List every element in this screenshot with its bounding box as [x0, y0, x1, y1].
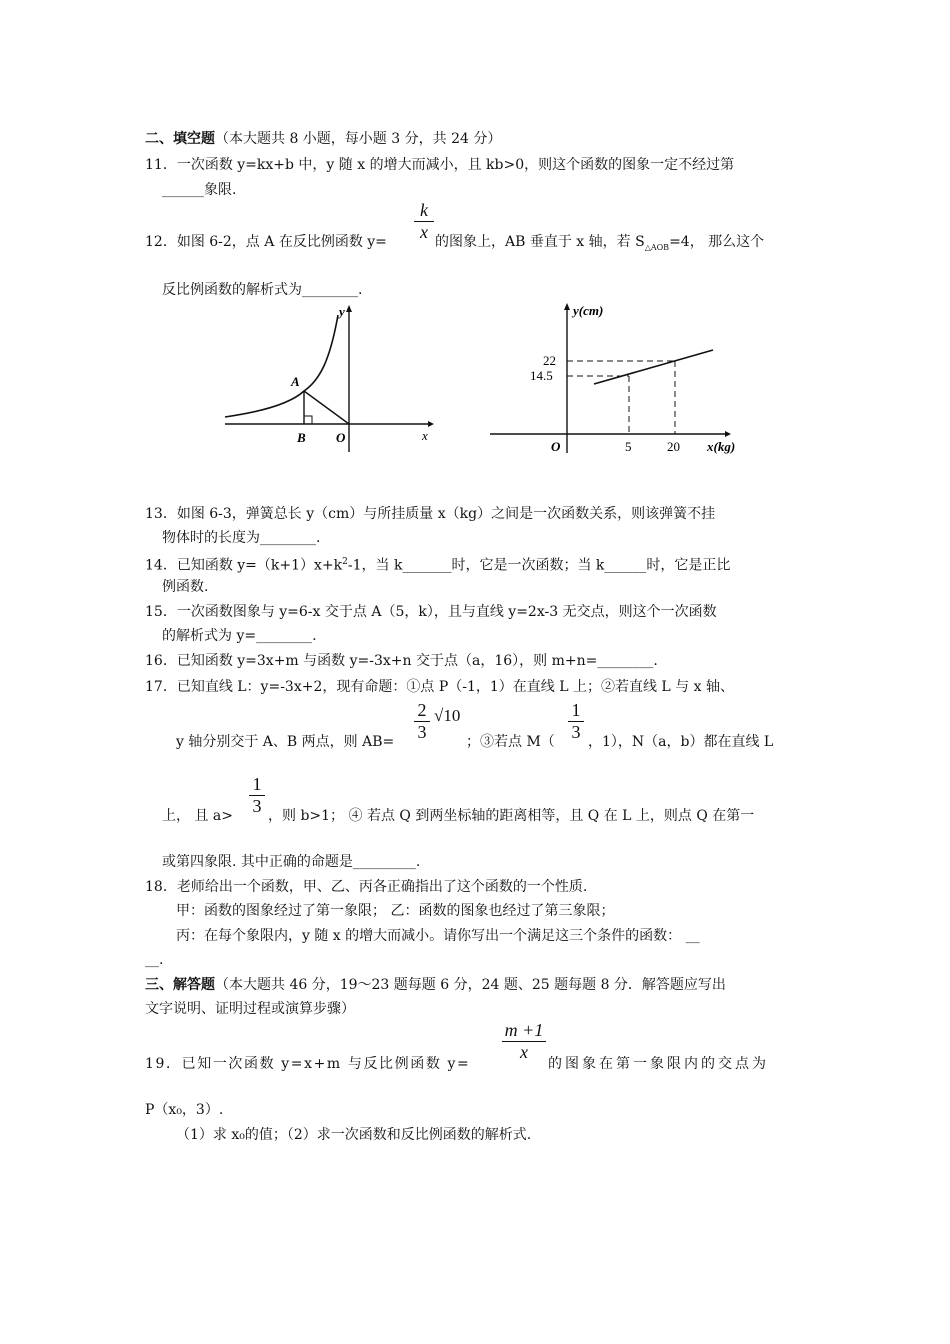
fig63-tick-145: 14.5: [530, 368, 553, 383]
fig62-y-arrow: [346, 305, 352, 312]
q14-line1a: 14．已知函数 y=（k+1）x+k: [145, 557, 343, 574]
fig62-label-b: B: [297, 430, 306, 445]
q19-line2: P（x₀，3）.: [145, 1102, 224, 1118]
q14-line1: [145, 553, 730, 575]
q19-frac-den: x: [502, 1041, 546, 1063]
fig63-y-arrow: [564, 303, 570, 310]
fig62-right-angle: [304, 416, 312, 424]
q17-line1: 17．已知直线 L：y=-3x+2，现有命题：①点 P（-1，1）在直线 L 上；②若直线 L 与 x 轴、: [145, 679, 734, 695]
q12-sub: △AOB: [644, 242, 670, 252]
section-2-heading: [145, 130, 501, 148]
fig63-data-line: [594, 350, 713, 384]
q17-frac1-den: 3: [414, 721, 430, 743]
q17-frac2-den: 3: [568, 721, 584, 743]
q17-line2a: y 轴分别交于 A、B 两点，则 AB=: [176, 734, 395, 750]
q12-line2: 反比例函数的解析式为________.: [162, 282, 363, 298]
q18-line3: 丙：在每个象限内，y 随 x 的增大而减小。请你写出一个满足这三个条件的函数： __: [176, 928, 700, 944]
q12-frac-den: x: [414, 221, 434, 243]
fig63-tick-20: 20: [667, 439, 680, 454]
section-2-note: （本大题共 8 小题，每小题 3 分，共 24 分）: [215, 131, 502, 147]
section-3-line2: 文字说明、证明过程或演算步骤）: [145, 1001, 355, 1017]
q14-line1b: -1，当 k_______时，它是一次函数；当 k______时，它是正比: [347, 557, 731, 574]
fig63-tick-22: 22: [543, 353, 556, 368]
q17-frac2: [568, 700, 584, 743]
q13-line1: 13．如图 6-3，弹簧总长 y（cm）与所挂质量 x（kg）之间是一次函数关系，则该弹簧不挂: [145, 506, 716, 522]
q12-line1c: =4， 那么这个: [669, 234, 765, 250]
fig63-label-y: y(cm): [573, 303, 604, 318]
q19-line1a: 19．已知一次函数 y=x+m 与反比例函数 y=: [145, 1056, 471, 1072]
q15-line2: 的解析式为 y=________.: [162, 628, 317, 644]
q17-frac2-num: 1: [571, 700, 581, 720]
fig62-label-o: O: [336, 430, 346, 445]
fig63-label-x: x(kg): [707, 439, 736, 454]
q14-line2: 例函数.: [162, 579, 209, 595]
q17-frac1-num: 2: [417, 700, 427, 720]
q12-line1a: 12．如图 6-2，点 A 在反比例函数 y=: [145, 234, 387, 250]
fig62-curve: [225, 315, 338, 417]
section-3-note: （本大题共 46 分，19～23 题每题 6 分，24 题、25 题每题 8 分．解答题应写出: [215, 977, 726, 993]
q17-frac3: [249, 774, 265, 817]
q19-fraction: [502, 1020, 546, 1063]
q12-line1b-wrap: [435, 233, 764, 257]
q17-sqrt: √10: [434, 706, 461, 725]
fig62-segment-ao: [304, 391, 349, 424]
q19-frac-num: m +1: [504, 1020, 544, 1040]
q18-line4: __.: [145, 952, 164, 968]
fig62-label-a: A: [291, 374, 300, 389]
q17-frac3-num: 1: [252, 774, 262, 794]
q11-line2: ______象限.: [162, 182, 237, 198]
q17-frac1: [414, 700, 430, 743]
section-3-title: 三、解答题: [145, 977, 215, 993]
q19-line3: （1）求 x₀的值；（2）求一次函数和反比例函数的解析式.: [176, 1127, 532, 1143]
q15-line1: 15．一次函数图象与 y=6-x 交于点 A（5，k），且与直线 y=2x-3 无交点，则这个一次函数: [145, 604, 717, 620]
q18-line1: 18．老师给出一个函数，甲、乙、丙各正确指出了这个函数的一个性质.: [145, 879, 588, 895]
fig62-label-x: x: [422, 428, 428, 443]
q17-line2b: ；③若点 M（: [466, 734, 555, 750]
section-2-title: 二、填空题: [145, 131, 215, 147]
q17-line4: 或第四象限. 其中正确的命题是_________.: [162, 854, 421, 870]
q12-line1b: 的图象上，AB 垂直于 x 轴，若 S: [435, 234, 645, 250]
q14-sup: 2: [342, 557, 348, 567]
q19-line1b: 的图象在第一象限内的交点为: [548, 1056, 769, 1072]
fig63-tick-5: 5: [625, 439, 632, 454]
section-3-heading: [145, 976, 726, 994]
fig63-x-arrow: [725, 431, 731, 437]
q17-line2c: ，1），N（a，b）都在直线 L: [588, 734, 774, 750]
q12-fraction: [414, 200, 434, 243]
fig62-label-y: y: [339, 304, 345, 319]
q17-line3a: 上， 且 a>: [162, 808, 233, 824]
q17-line3b: ，则 b>1； ④ 若点 Q 到两坐标轴的距离相等，且 Q 在 L 上，则点 Q 在第一: [268, 808, 755, 824]
q18-line2: 甲：函数的图象经过了第一象限； 乙：函数的图象也经过了第三象限；: [176, 903, 615, 919]
q13-line2: 物体时的长度为________.: [162, 530, 321, 546]
fig62-x-arrow: [428, 421, 434, 427]
fig63-label-o: O: [551, 439, 561, 454]
q11-line1: 11．一次函数 y=kx+b 中，y 随 x 的增大而减小，且 kb>0，则这个函数的图象一定不经过第: [145, 157, 735, 173]
q12-frac-num: k: [420, 200, 428, 220]
q17-frac3-den: 3: [249, 795, 265, 817]
q16-line1: 16．已知函数 y=3x+m 与函数 y=-3x+n 交于点（a，16），则 m+n=________.: [145, 653, 658, 669]
figure-6-2: [220, 300, 440, 460]
figure-6-3: [485, 298, 770, 463]
